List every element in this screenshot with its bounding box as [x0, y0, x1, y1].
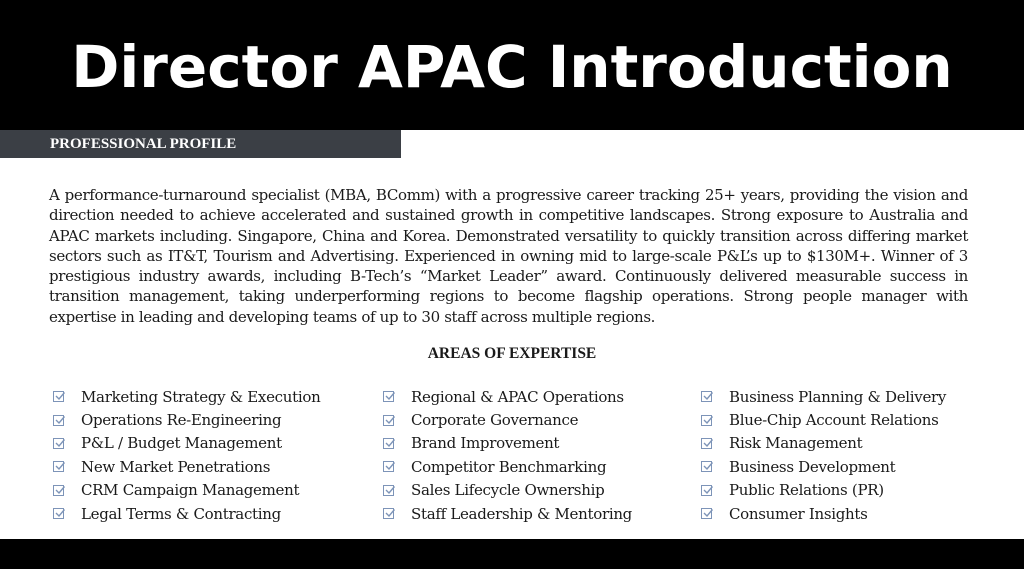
expertise-item [701, 432, 946, 455]
checkbox-checked-icon [383, 438, 394, 449]
checkbox-checked-icon [701, 461, 712, 472]
checkbox-checked-icon [53, 461, 64, 472]
checkbox-checked-icon [53, 485, 64, 496]
expertise-item-label: Regional & APAC Operations [411, 387, 624, 406]
expertise-item [383, 502, 632, 525]
checkbox-checked-icon [383, 391, 394, 402]
expertise-item-label: Business Planning & Delivery [729, 387, 947, 406]
checkbox-checked-icon [383, 485, 394, 496]
expertise-item-label: Public Relations (PR) [729, 481, 884, 500]
expertise-item-label: CRM Campaign Management [81, 481, 300, 500]
expertise-item [53, 432, 320, 455]
title-banner [0, 0, 1024, 130]
bottom-banner [0, 539, 1024, 569]
expertise-item [53, 502, 320, 525]
expertise-item [53, 455, 320, 478]
expertise-item-label: Risk Management [729, 434, 863, 453]
expertise-item [53, 385, 320, 408]
expertise-item-label: Competitor Benchmarking [411, 457, 607, 476]
expertise-item [701, 502, 946, 525]
expertise-item-label: Brand Improvement [411, 434, 560, 453]
page-title: Director APAC Introduction [71, 33, 953, 101]
expertise-item [53, 479, 320, 502]
expertise-item-label: New Market Penetrations [81, 457, 271, 476]
checkbox-checked-icon [53, 438, 64, 449]
expertise-item-label: Legal Terms & Contracting [81, 504, 281, 523]
expertise-item [383, 385, 632, 408]
checkbox-checked-icon [701, 415, 712, 426]
expertise-heading: AREAS OF EXPERTISE [427, 345, 597, 362]
section-label-professional-profile: PROFESSIONAL PROFILE [0, 130, 401, 158]
expertise-item [383, 455, 632, 478]
checkbox-checked-icon [53, 391, 64, 402]
expertise-column-1 [53, 385, 320, 525]
expertise-item-label: Blue-Chip Account Relations [729, 411, 939, 430]
expertise-item [383, 408, 632, 431]
expertise-column-3 [701, 385, 946, 525]
expertise-item-label: Business Development [729, 457, 896, 476]
checkbox-checked-icon [701, 391, 712, 402]
expertise-item [701, 479, 946, 502]
expertise-item-label: Sales Lifecycle Ownership [411, 481, 605, 500]
expertise-item [701, 385, 946, 408]
profile-summary: A performance-turnaround specialist (MBA, BComm) with a progressive career tracking 25+ years, providing the vision and direction needed to achieve accelerated and sustained growth in competitive landscapes. Strong exposure to Australia and APAC markets including. Singapore, China and Korea. Demonstrated versatility to quickly transition across differing market sectors such as IT&T, Tourism and Advertising. Experienced in owning mid to large-scale P&L’s up to $130M+. Winner of 3 prestigious industry awards, including B-Tech’s “Market Leader” award. Continuously delivered measurable success in transition management, taking underperforming regions to become flagship operations. Strong people manager with expertise in leading and developing teams of up to 30 staff across multiple regions. [49, 186, 968, 326]
checkbox-checked-icon [53, 415, 64, 426]
expertise-item-label: Staff Leadership & Mentoring [411, 504, 632, 523]
expertise-item-label: Marketing Strategy & Execution [81, 387, 321, 406]
expertise-item-label: Consumer Insights [729, 504, 868, 523]
checkbox-checked-icon [383, 461, 394, 472]
expertise-item [701, 455, 946, 478]
expertise-item-label: P&L / Budget Management [81, 434, 282, 453]
expertise-item-label: Operations Re-Engineering [81, 411, 282, 430]
checkbox-checked-icon [383, 415, 394, 426]
expertise-column-2 [383, 385, 632, 525]
checkbox-checked-icon [701, 508, 712, 519]
checkbox-checked-icon [53, 508, 64, 519]
expertise-item [383, 479, 632, 502]
checkbox-checked-icon [701, 485, 712, 496]
expertise-item [383, 432, 632, 455]
checkbox-checked-icon [383, 508, 394, 519]
checkbox-checked-icon [701, 438, 712, 449]
expertise-item [53, 408, 320, 431]
expertise-item-label: Corporate Governance [411, 411, 579, 430]
expertise-item [701, 408, 946, 431]
